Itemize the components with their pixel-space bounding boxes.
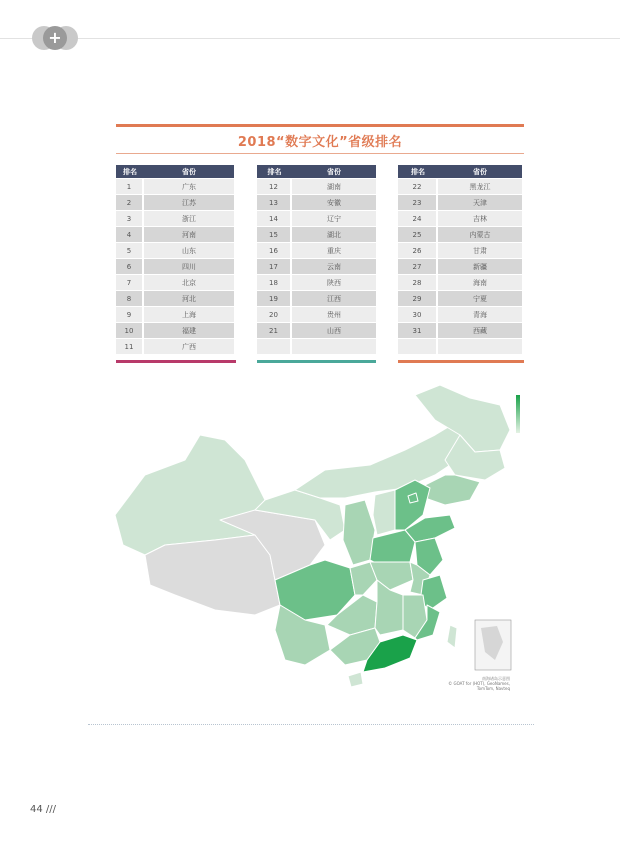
rank-cell: 25 xyxy=(398,227,438,242)
table-row xyxy=(398,291,522,306)
table-row xyxy=(257,275,376,290)
table-row xyxy=(116,211,234,226)
header-rule xyxy=(0,38,620,39)
table-row xyxy=(398,275,522,290)
ranking-table-1 xyxy=(116,164,234,355)
province-cell: 福建 xyxy=(144,323,234,338)
table-row xyxy=(398,243,522,258)
rank-cell: 5 xyxy=(116,243,144,258)
title-top-rule xyxy=(116,124,524,127)
rank-cell: 13 xyxy=(257,195,292,210)
province-cell: 重庆 xyxy=(292,243,376,258)
table-row xyxy=(257,259,376,274)
rank-cell: 20 xyxy=(257,307,292,322)
ranking-table-2 xyxy=(257,164,376,355)
rank-cell: 31 xyxy=(398,323,438,338)
province-cell: 青海 xyxy=(438,307,522,322)
rank-cell: 15 xyxy=(257,227,292,242)
table-row xyxy=(398,179,522,194)
province-cell: 浙江 xyxy=(144,211,234,226)
table-row xyxy=(398,259,522,274)
province-cell: 广东 xyxy=(144,179,234,194)
rank-cell: 29 xyxy=(398,291,438,306)
rank-cell: 30 xyxy=(398,307,438,322)
table-2-accent-bar xyxy=(257,360,376,363)
map-attribution xyxy=(432,676,510,691)
rank-cell: 12 xyxy=(257,179,292,194)
table-row xyxy=(116,307,234,322)
province-cell: 甘肃 xyxy=(438,243,522,258)
map-note-line1: 南海诸岛示意图 xyxy=(482,676,510,681)
header-province: 省份 xyxy=(144,165,234,178)
table-3-accent-bar xyxy=(398,360,524,363)
province-cell: 辽宁 xyxy=(292,211,376,226)
province-cell: 贵州 xyxy=(292,307,376,322)
table-row xyxy=(398,227,522,242)
rank-cell: 14 xyxy=(257,211,292,226)
rank-cell: 21 xyxy=(257,323,292,338)
header-province: 省份 xyxy=(438,165,522,178)
title-bottom-rule xyxy=(116,153,524,154)
province-cell: 陕西 xyxy=(292,275,376,290)
rank-cell xyxy=(398,339,438,354)
rank-cell: 26 xyxy=(398,243,438,258)
table-row xyxy=(116,195,234,210)
province-cell: 内蒙古 xyxy=(438,227,522,242)
color-scale-legend xyxy=(516,395,520,433)
table-row xyxy=(398,211,522,226)
page-title: 2018“数字文化”省级排名 xyxy=(237,135,403,150)
table-row xyxy=(257,179,376,194)
rank-cell: 1 xyxy=(116,179,144,194)
rank-cell: 22 xyxy=(398,179,438,194)
province-cell: 四川 xyxy=(144,259,234,274)
table-row xyxy=(257,227,376,242)
table-row xyxy=(116,259,234,274)
province-cell: 山西 xyxy=(292,323,376,338)
table-row xyxy=(116,275,234,290)
province-cell xyxy=(438,339,522,354)
rank-cell: 9 xyxy=(116,307,144,322)
province-cell: 广西 xyxy=(144,339,234,354)
page-number: 44 /// xyxy=(30,804,57,815)
province-cell: 山东 xyxy=(144,243,234,258)
table-row xyxy=(116,227,234,242)
rank-cell: 24 xyxy=(398,211,438,226)
table-row xyxy=(398,195,522,210)
region-liaoning xyxy=(425,475,480,505)
province-cell: 河北 xyxy=(144,291,234,306)
province-cell: 新疆 xyxy=(438,259,522,274)
table-row xyxy=(116,323,234,338)
region-taiwan xyxy=(447,625,457,648)
table-row xyxy=(257,323,376,338)
header-rank: 排名 xyxy=(257,165,292,178)
table-1-accent-bar xyxy=(116,360,236,363)
province-cell: 上海 xyxy=(144,307,234,322)
province-cell: 吉林 xyxy=(438,211,522,226)
rank-cell: 4 xyxy=(116,227,144,242)
province-cell: 河南 xyxy=(144,227,234,242)
province-cell: 宁夏 xyxy=(438,291,522,306)
region-hubei xyxy=(370,562,413,590)
rank-cell: 17 xyxy=(257,259,292,274)
plus-icon: + xyxy=(43,26,67,50)
rank-cell: 3 xyxy=(116,211,144,226)
rank-cell: 19 xyxy=(257,291,292,306)
table-row xyxy=(398,339,522,354)
region-xibet xyxy=(145,535,280,615)
south-china-sea-inset xyxy=(475,620,511,670)
rank-cell: 11 xyxy=(116,339,144,354)
region-hainan xyxy=(348,672,363,687)
table-row xyxy=(116,243,234,258)
rank-cell: 8 xyxy=(116,291,144,306)
rank-cell: 27 xyxy=(398,259,438,274)
map-note-line2: © GOAT for (HOT), GeoNames, TomTom, Navteq xyxy=(448,681,510,691)
province-cell xyxy=(292,339,376,354)
rank-cell: 23 xyxy=(398,195,438,210)
table-row xyxy=(257,211,376,226)
table-row xyxy=(257,243,376,258)
province-cell: 海南 xyxy=(438,275,522,290)
province-cell: 天津 xyxy=(438,195,522,210)
china-province-map xyxy=(105,380,525,690)
table-row xyxy=(116,291,234,306)
dotted-divider xyxy=(88,724,534,725)
table-row xyxy=(257,291,376,306)
header-rank: 排名 xyxy=(398,165,438,178)
rank-cell: 18 xyxy=(257,275,292,290)
province-cell: 湖南 xyxy=(292,179,376,194)
region-shanxi xyxy=(373,490,395,535)
ranking-table-3 xyxy=(398,164,522,355)
rank-cell xyxy=(257,339,292,354)
province-cell: 湖北 xyxy=(292,227,376,242)
rank-cell: 10 xyxy=(116,323,144,338)
table-row xyxy=(257,307,376,322)
province-cell: 安徽 xyxy=(292,195,376,210)
rank-cell: 6 xyxy=(116,259,144,274)
province-cell: 云南 xyxy=(292,259,376,274)
table-row xyxy=(257,195,376,210)
province-cell: 西藏 xyxy=(438,323,522,338)
table-row xyxy=(257,339,376,354)
rank-cell: 7 xyxy=(116,275,144,290)
province-cell: 黑龙江 xyxy=(438,179,522,194)
header-rank: 排名 xyxy=(116,165,144,178)
rank-cell: 16 xyxy=(257,243,292,258)
table-row xyxy=(398,307,522,322)
table-row xyxy=(116,339,234,354)
table-row xyxy=(116,179,234,194)
rank-cell: 2 xyxy=(116,195,144,210)
province-cell: 北京 xyxy=(144,275,234,290)
header-province: 省份 xyxy=(292,165,376,178)
rank-cell: 28 xyxy=(398,275,438,290)
province-cell: 江西 xyxy=(292,291,376,306)
table-row xyxy=(398,323,522,338)
province-cell: 江苏 xyxy=(144,195,234,210)
